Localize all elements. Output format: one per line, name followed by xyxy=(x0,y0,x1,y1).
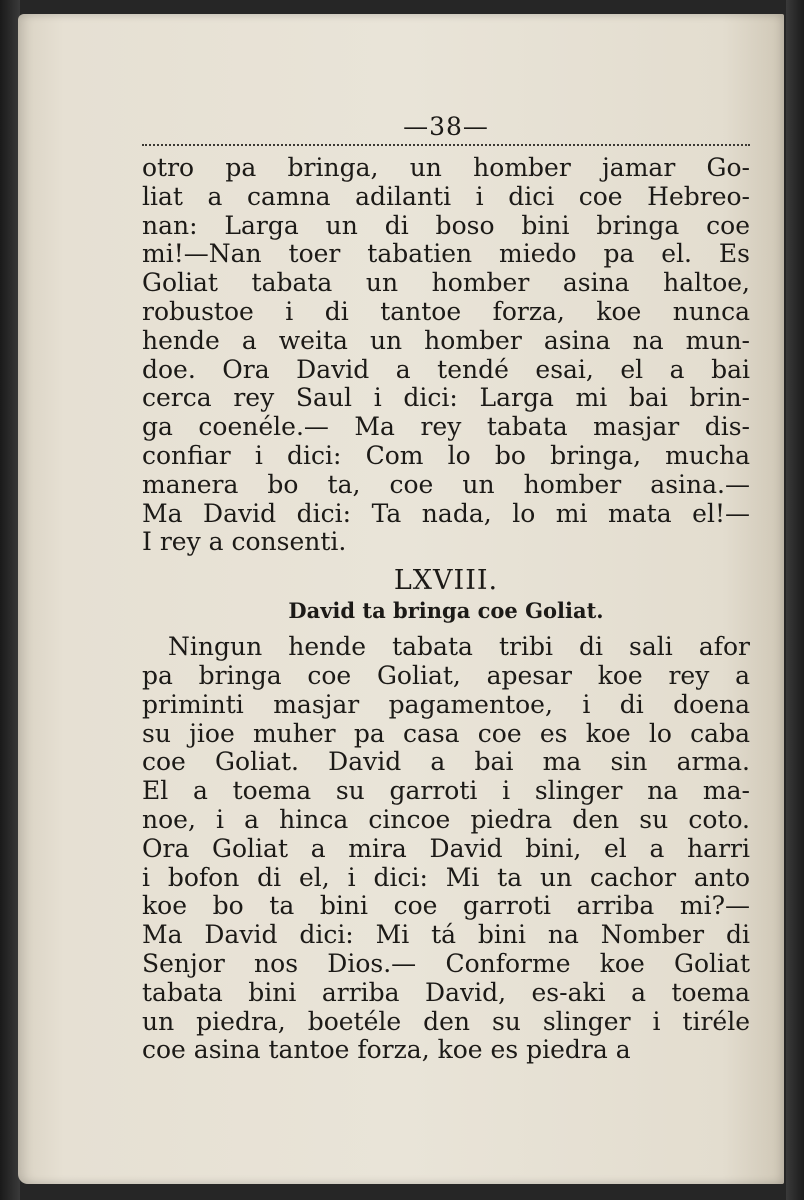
text-line: confiar i dici: Com lo bo bringa, mucha xyxy=(142,441,750,470)
text-line: manera bo ta, coe un homber asina.— xyxy=(142,470,750,499)
text-line: robustoe i di tantoe forza, koe nunca xyxy=(142,297,750,326)
text-line: priminti masjar pagamentoe, i di doena xyxy=(142,690,750,719)
text-line: nan: Larga un di boso bini bringa coe xyxy=(142,211,750,240)
text-line: Senjor nos Dios.— Conforme koe Goliat xyxy=(142,949,750,978)
chapter-heading: LXVIII. xyxy=(393,565,499,597)
text-line: noe, i a hinca cincoe piedra den su coto. xyxy=(142,805,750,834)
text-line: i bofon di el, i dici: Mi ta un cachor anto xyxy=(142,863,750,892)
text-line: su jioe muher pa casa coe es koe lo caba xyxy=(142,719,750,748)
adjacent-page-edge xyxy=(786,0,804,1200)
text-line: koe bo ta bini coe garroti arriba mi?— xyxy=(142,892,750,921)
text-line: Ningun hende tabata tribi di sali afor xyxy=(168,633,750,662)
text-line: coe asina tantoe forza, koe es piedra a xyxy=(142,1036,631,1065)
text-line: hende a weita un homber asina na mun- xyxy=(142,326,750,355)
book-binding-shadow xyxy=(0,0,20,1200)
text-line: liat a camna adilanti i dici coe Hebreo- xyxy=(142,182,750,211)
paragraph-1 xyxy=(142,154,750,557)
text-line: Ora Goliat a mira David bini, el a harri xyxy=(142,834,750,863)
text-line: Ma David dici: Ta nada, lo mi mata el!— xyxy=(142,499,750,528)
text-line: tabata bini arriba David, es-aki a toema xyxy=(142,978,750,1007)
text-line: un piedra, boetéle den su slinger i tiréle xyxy=(142,1007,750,1036)
text-line: otro pa bringa, un homber jamar Go- xyxy=(142,154,750,182)
text-line: El a toema su garroti i slinger na ma- xyxy=(142,777,750,806)
text-line: I rey a consenti. xyxy=(142,528,347,557)
text-line: doe. Ora David a tendé esai, el a bai xyxy=(142,355,750,384)
text-line: Goliat tabata un homber asina haltoe, xyxy=(142,269,750,298)
text-line: cerca rey Saul i dici: Larga mi bai brin- xyxy=(142,384,750,413)
paragraph-2 xyxy=(142,633,750,1065)
text-line: pa bringa coe Goliat, apesar koe rey a xyxy=(142,661,750,690)
page-content xyxy=(142,112,750,1065)
header-rule xyxy=(142,144,750,146)
text-line: coe Goliat. David a bai ma sin arma. xyxy=(142,748,750,777)
text-line: mi!—Nan toer tabatien miedo pa el. Es xyxy=(142,240,750,269)
text-line: Ma David dici: Mi tá bini na Nomber di xyxy=(142,921,750,950)
text-line: ga coenéle.— Ma rey tabata masjar dis- xyxy=(142,413,750,442)
page-number: —38— xyxy=(403,112,489,141)
chapter-subtitle: David ta bringa coe Goliat. xyxy=(288,598,604,624)
